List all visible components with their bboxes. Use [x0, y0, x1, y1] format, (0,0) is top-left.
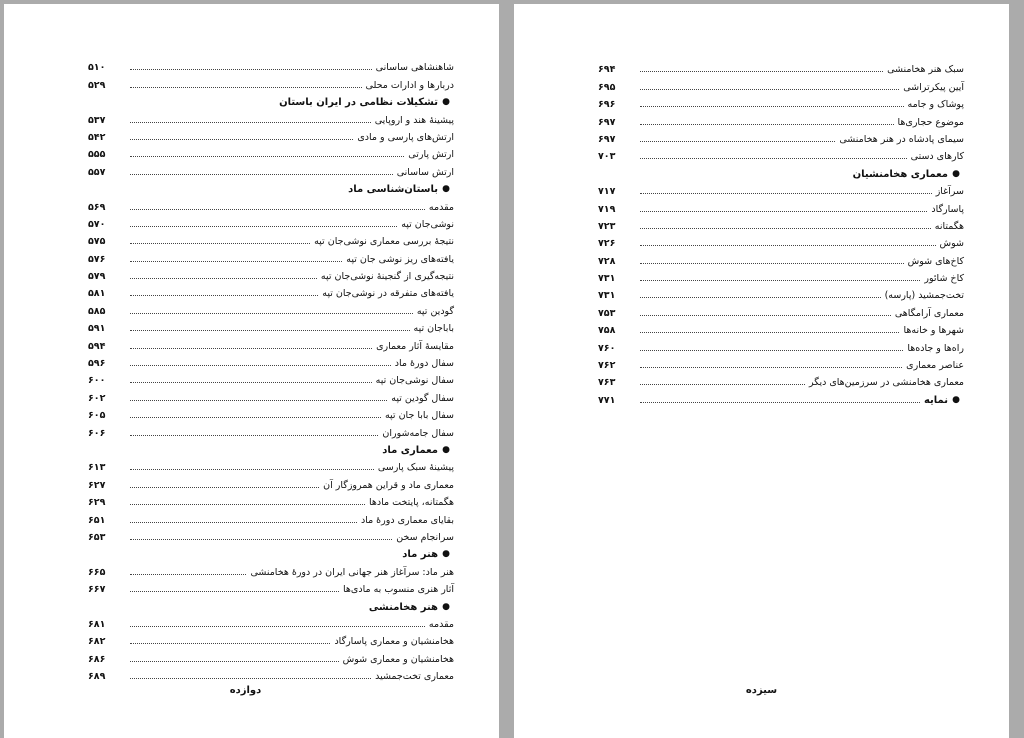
toc-entry-title: پیشینهٔ سبک پارسی	[377, 462, 454, 474]
dot-leader	[130, 574, 246, 575]
toc-entry	[594, 110, 964, 127]
toc-page-number: ۶۰۰	[88, 375, 106, 387]
toc-page-number: ۷۵۳	[598, 307, 616, 319]
toc-entry	[84, 73, 454, 90]
toc-entry	[84, 334, 454, 351]
dot-leader	[640, 350, 903, 351]
dot-leader	[130, 417, 381, 418]
toc-page-number: ۵۲۹	[88, 79, 106, 91]
table-of-contents-left	[84, 56, 454, 682]
toc-entry	[594, 93, 964, 110]
toc-page-number: ۷۶۲	[598, 360, 616, 372]
dot-leader	[640, 193, 932, 194]
toc-entry-title: هنر ماد: سرآغاز هنر جهانی ایران در دورهٔ هخامنشی	[250, 566, 454, 578]
toc-page-number: ۵۵۷	[88, 166, 106, 178]
toc-entry-title: پوشاک و جامه	[907, 99, 964, 111]
toc-entry	[594, 267, 964, 284]
toc-entry	[84, 317, 454, 334]
dot-leader	[640, 297, 881, 298]
toc-page-number: ۶۹۴	[598, 64, 616, 76]
dot-leader	[130, 122, 371, 123]
toc-entry	[84, 352, 454, 369]
dot-leader	[130, 522, 357, 523]
toc-entry	[594, 232, 964, 249]
dot-leader	[130, 313, 413, 314]
bullet-icon: ●	[442, 184, 450, 195]
toc-page-number: ۵۷۵	[88, 236, 106, 248]
toc-entry	[594, 319, 964, 336]
toc-entry-title: سیمای پادشاه در هنر هخامنشی	[839, 133, 964, 145]
toc-entry	[84, 230, 454, 247]
toc-page-number: ۶۰۶	[88, 427, 106, 439]
toc-entry-title: هخامنشیان و معماری شوش	[342, 653, 454, 665]
toc-page-number: ۵۹۴	[88, 340, 106, 352]
toc-section-heading	[594, 162, 964, 179]
dot-leader	[640, 211, 927, 212]
toc-page-number: ۶۶۷	[88, 584, 106, 596]
toc-entry-title: تشکیلات نظامی در ایران باستان	[279, 97, 438, 109]
dot-leader	[130, 382, 372, 383]
toc-entry-title: گودین تپه	[416, 305, 454, 317]
toc-entry-title: سرآغاز	[935, 186, 964, 198]
dot-leader	[130, 591, 339, 592]
dot-leader	[130, 261, 342, 262]
toc-entry-title: نمایه	[923, 394, 948, 406]
toc-section-heading	[84, 91, 454, 108]
dot-leader	[640, 402, 920, 403]
toc-entry	[84, 508, 454, 525]
dot-leader	[130, 435, 378, 436]
dot-leader	[130, 643, 330, 644]
dot-leader	[130, 626, 425, 627]
dot-leader	[640, 245, 936, 246]
toc-page-number: ۵۴۲	[88, 131, 106, 143]
toc-page-number: ۶۹۷	[598, 133, 616, 145]
page-footer-right: سیزده	[745, 685, 778, 696]
toc-entry-title: هنر هخامنشی	[368, 601, 438, 613]
toc-page-number: ۵۸۱	[88, 288, 106, 300]
toc-entry-title: شوش	[939, 238, 964, 250]
toc-page-number: ۷۰۳	[598, 151, 616, 163]
dot-leader	[130, 87, 362, 88]
dot-leader	[640, 280, 920, 281]
toc-page-number: ۶۶۵	[88, 566, 106, 578]
toc-entry	[594, 215, 964, 232]
dot-leader	[130, 487, 319, 488]
bullet-icon: ●	[952, 394, 960, 405]
toc-section-heading	[84, 595, 454, 612]
bullet-icon: ●	[442, 97, 450, 108]
toc-page-number: ۷۶۰	[598, 342, 616, 354]
toc-entry-title: دربارها و ادارات محلی	[365, 79, 454, 91]
bullet-icon: ●	[952, 168, 960, 179]
toc-entry	[84, 421, 454, 438]
toc-entry	[84, 299, 454, 316]
toc-entry-title: باستان‌شناسی ماد	[348, 184, 438, 196]
toc-entry	[84, 630, 454, 647]
toc-page-number: ۶۰۵	[88, 410, 106, 422]
toc-entry-title: پاسارگاد	[931, 203, 964, 215]
toc-entry	[594, 75, 964, 92]
toc-section-heading	[84, 543, 454, 560]
toc-entry	[84, 195, 454, 212]
toc-entry-title: سفال جامه‌شوران	[382, 427, 454, 439]
toc-entry	[84, 456, 454, 473]
toc-entry-title: سفال دورهٔ ماد	[394, 358, 454, 370]
toc-entry	[594, 58, 964, 75]
bullet-icon: ●	[442, 444, 450, 455]
toc-page-number: ۵۷۹	[88, 271, 106, 283]
dot-leader	[130, 469, 374, 470]
toc-entry-title: سبک هنر هخامنشی	[887, 64, 964, 76]
toc-entry	[84, 613, 454, 630]
toc-page-number: ۷۲۶	[598, 238, 616, 250]
toc-entry-title: بقایای معماری دورهٔ ماد	[360, 514, 454, 526]
toc-page-number: ۶۲۹	[88, 497, 106, 509]
toc-entry	[594, 336, 964, 353]
toc-page-number: ۶۰۲	[88, 392, 106, 404]
toc-section-heading	[84, 439, 454, 456]
toc-entry	[84, 665, 454, 682]
toc-entry	[84, 56, 454, 73]
dot-leader	[640, 384, 805, 385]
toc-entry-title: هگمتانه، پایتخت مادها	[369, 497, 454, 509]
dot-leader	[130, 156, 404, 157]
toc-entry-title: معماری هخامنشی در سرزمین‌های دیگر	[808, 377, 964, 389]
toc-entry-title: معماری تخت‌جمشید	[375, 671, 454, 683]
toc-entry-title: کاخ شائور	[924, 273, 964, 285]
right-page	[514, 4, 1009, 738]
dot-leader	[130, 243, 310, 244]
toc-entry	[84, 560, 454, 577]
toc-entry-title: هگمتانه	[934, 220, 964, 232]
toc-entry	[84, 126, 454, 143]
toc-page-number: ۶۹۷	[598, 116, 616, 128]
toc-entry-title: سفال گودین تپه	[391, 392, 454, 404]
toc-entry	[84, 160, 454, 177]
toc-page-number: ۷۷۱	[598, 394, 616, 406]
toc-section-heading	[84, 178, 454, 195]
dot-leader	[640, 315, 891, 316]
toc-entry	[84, 386, 454, 403]
toc-page-number: ۶۹۶	[598, 99, 616, 111]
toc-entry-title: معماری آرامگاهی	[894, 307, 964, 319]
toc-page-number: ۶۵۳	[88, 531, 106, 543]
toc-entry	[84, 369, 454, 386]
toc-entry-title: هنر ماد	[402, 549, 438, 561]
toc-entry-title: آثار هنری منسوب به مادی‌ها	[343, 584, 454, 596]
toc-entry-title: آیین پیکرتراشی	[903, 81, 964, 93]
toc-page-number: ۵۹۶	[88, 358, 106, 370]
toc-entry-title: کارهای دستی	[910, 151, 964, 163]
toc-entry-title: ارتش‌های پارسی و مادی	[357, 131, 454, 143]
toc-entry	[594, 284, 964, 301]
dot-leader	[640, 141, 835, 142]
toc-entry-title: ارتش ساسانی	[396, 166, 454, 178]
toc-entry	[594, 354, 964, 371]
toc-entry-title: شهرها و خانه‌ها	[903, 325, 964, 337]
toc-entry	[84, 143, 454, 160]
toc-page-number: ۷۶۳	[598, 377, 616, 389]
dot-leader	[130, 400, 387, 401]
dot-leader	[640, 332, 899, 333]
toc-page-number: ۵۷۰	[88, 218, 106, 230]
toc-entry	[84, 578, 454, 595]
toc-entry-title: نتیجهٔ بررسی معماری نوشی‌جان تپه	[314, 236, 454, 248]
toc-page-number: ۶۸۲	[88, 636, 106, 648]
page-footer-left: دوازده	[229, 685, 262, 696]
dot-leader	[640, 263, 904, 264]
toc-entry	[84, 404, 454, 421]
dot-leader	[130, 348, 372, 349]
toc-entry-title: معماری ماد و قراین همروزگار آن	[323, 479, 454, 491]
toc-entry	[594, 301, 964, 318]
toc-entry-title: سرانجام سخن	[396, 531, 454, 543]
toc-entry	[84, 265, 454, 282]
toc-entry-title: پیشینهٔ هند و اروپایی	[374, 114, 454, 126]
dot-leader	[130, 330, 410, 331]
toc-entry-title: سفال نوشی‌جان تپه	[375, 375, 454, 387]
toc-entry-title: مقایسهٔ آثار معماری	[376, 340, 454, 352]
bullet-icon: ●	[442, 549, 450, 560]
toc-page-number: ۷۵۸	[598, 325, 616, 337]
dot-leader	[130, 295, 318, 296]
dot-leader	[640, 367, 902, 368]
toc-page-number: ۷۳۱	[598, 273, 616, 285]
dot-leader	[640, 89, 899, 90]
toc-entry-title: یافته‌های متفرقه در نوشی‌جان تپه	[322, 288, 454, 300]
toc-entry	[594, 197, 964, 214]
toc-page-number: ۷۳۱	[598, 290, 616, 302]
toc-entry-title: هخامنشیان و معماری پاسارگاد	[334, 636, 454, 648]
toc-page-number: ۵۶۹	[88, 201, 106, 213]
toc-entry-title: مقدمه	[428, 201, 454, 213]
toc-page-number: ۶۸۱	[88, 618, 106, 630]
toc-entry-title: شاهنشاهی ساسانی	[375, 62, 454, 74]
toc-page-number: ۶۱۳	[88, 462, 106, 474]
toc-entry-title: راه‌ها و جاده‌ها	[907, 342, 964, 354]
toc-page-number: ۶۲۷	[88, 479, 106, 491]
toc-entry	[84, 247, 454, 264]
toc-page-number: ۷۲۸	[598, 255, 616, 267]
dot-leader	[640, 106, 904, 107]
dot-leader	[130, 139, 353, 140]
toc-page-number: ۶۹۵	[598, 81, 616, 93]
toc-page-number: ۵۹۱	[88, 323, 106, 335]
toc-entry	[84, 647, 454, 664]
dot-leader	[130, 504, 365, 505]
toc-entry-title: معماری ماد	[382, 444, 438, 456]
toc-entry-title: یافته‌های ریز نوشی جان تپه	[346, 253, 454, 265]
dot-leader	[130, 661, 339, 662]
toc-entry-title: معماری هخامنشیان	[852, 168, 948, 180]
toc-entry-title: موضوع حجاری‌ها	[897, 116, 964, 128]
toc-page-number: ۶۵۱	[88, 514, 106, 526]
toc-page-number: ۷۱۷	[598, 186, 616, 198]
toc-entry	[84, 282, 454, 299]
toc-page-number: ۷۲۳	[598, 220, 616, 232]
toc-page-number: ۶۸۶	[88, 653, 106, 665]
toc-page-number: ۶۸۹	[88, 671, 106, 683]
toc-page-number: ۵۳۷	[88, 114, 106, 126]
toc-page-number: ۵۵۵	[88, 149, 106, 161]
toc-entry-title: مقدمه	[428, 618, 454, 630]
dot-leader	[130, 678, 371, 679]
toc-page-number: ۵۷۶	[88, 253, 106, 265]
toc-entry	[84, 108, 454, 125]
dot-leader	[130, 365, 391, 366]
dot-leader	[640, 158, 907, 159]
toc-page-number: ۷۱۹	[598, 203, 616, 215]
dot-leader	[640, 71, 883, 72]
toc-page-number: ۵۱۰	[88, 62, 106, 74]
toc-entry	[84, 491, 454, 508]
toc-entry	[594, 128, 964, 145]
toc-entry	[594, 371, 964, 388]
toc-entry	[84, 526, 454, 543]
toc-entry-title: نوشی‌جان تپه	[401, 218, 454, 230]
toc-section-heading	[594, 388, 964, 405]
toc-entry-title: ارتش پارتی	[408, 149, 454, 161]
dot-leader	[130, 539, 392, 540]
toc-entry-title: عناصر معماری	[906, 360, 964, 372]
toc-entry	[594, 145, 964, 162]
toc-entry	[594, 249, 964, 266]
toc-entry-title: سفال بابا جان تپه	[384, 410, 454, 422]
toc-entry-title: نتیجه‌گیری از گنجینهٔ نوشی‌جان تپه	[320, 271, 454, 283]
toc-entry-title: تخت‌جمشید (پارسه)	[884, 290, 964, 302]
dot-leader	[640, 228, 931, 229]
bullet-icon: ●	[442, 601, 450, 612]
dot-leader	[130, 226, 397, 227]
toc-entry-title: کاخ‌های شوش	[907, 255, 964, 267]
toc-entry-title: باباجان تپه	[413, 323, 454, 335]
left-page	[4, 4, 499, 738]
dot-leader	[640, 124, 894, 125]
table-of-contents-right	[594, 58, 964, 406]
toc-page-number: ۵۸۵	[88, 305, 106, 317]
toc-entry	[84, 473, 454, 490]
dot-leader	[130, 278, 317, 279]
dot-leader	[130, 209, 425, 210]
dot-leader	[130, 174, 393, 175]
toc-entry	[594, 180, 964, 197]
dot-leader	[130, 69, 372, 70]
toc-entry	[84, 213, 454, 230]
